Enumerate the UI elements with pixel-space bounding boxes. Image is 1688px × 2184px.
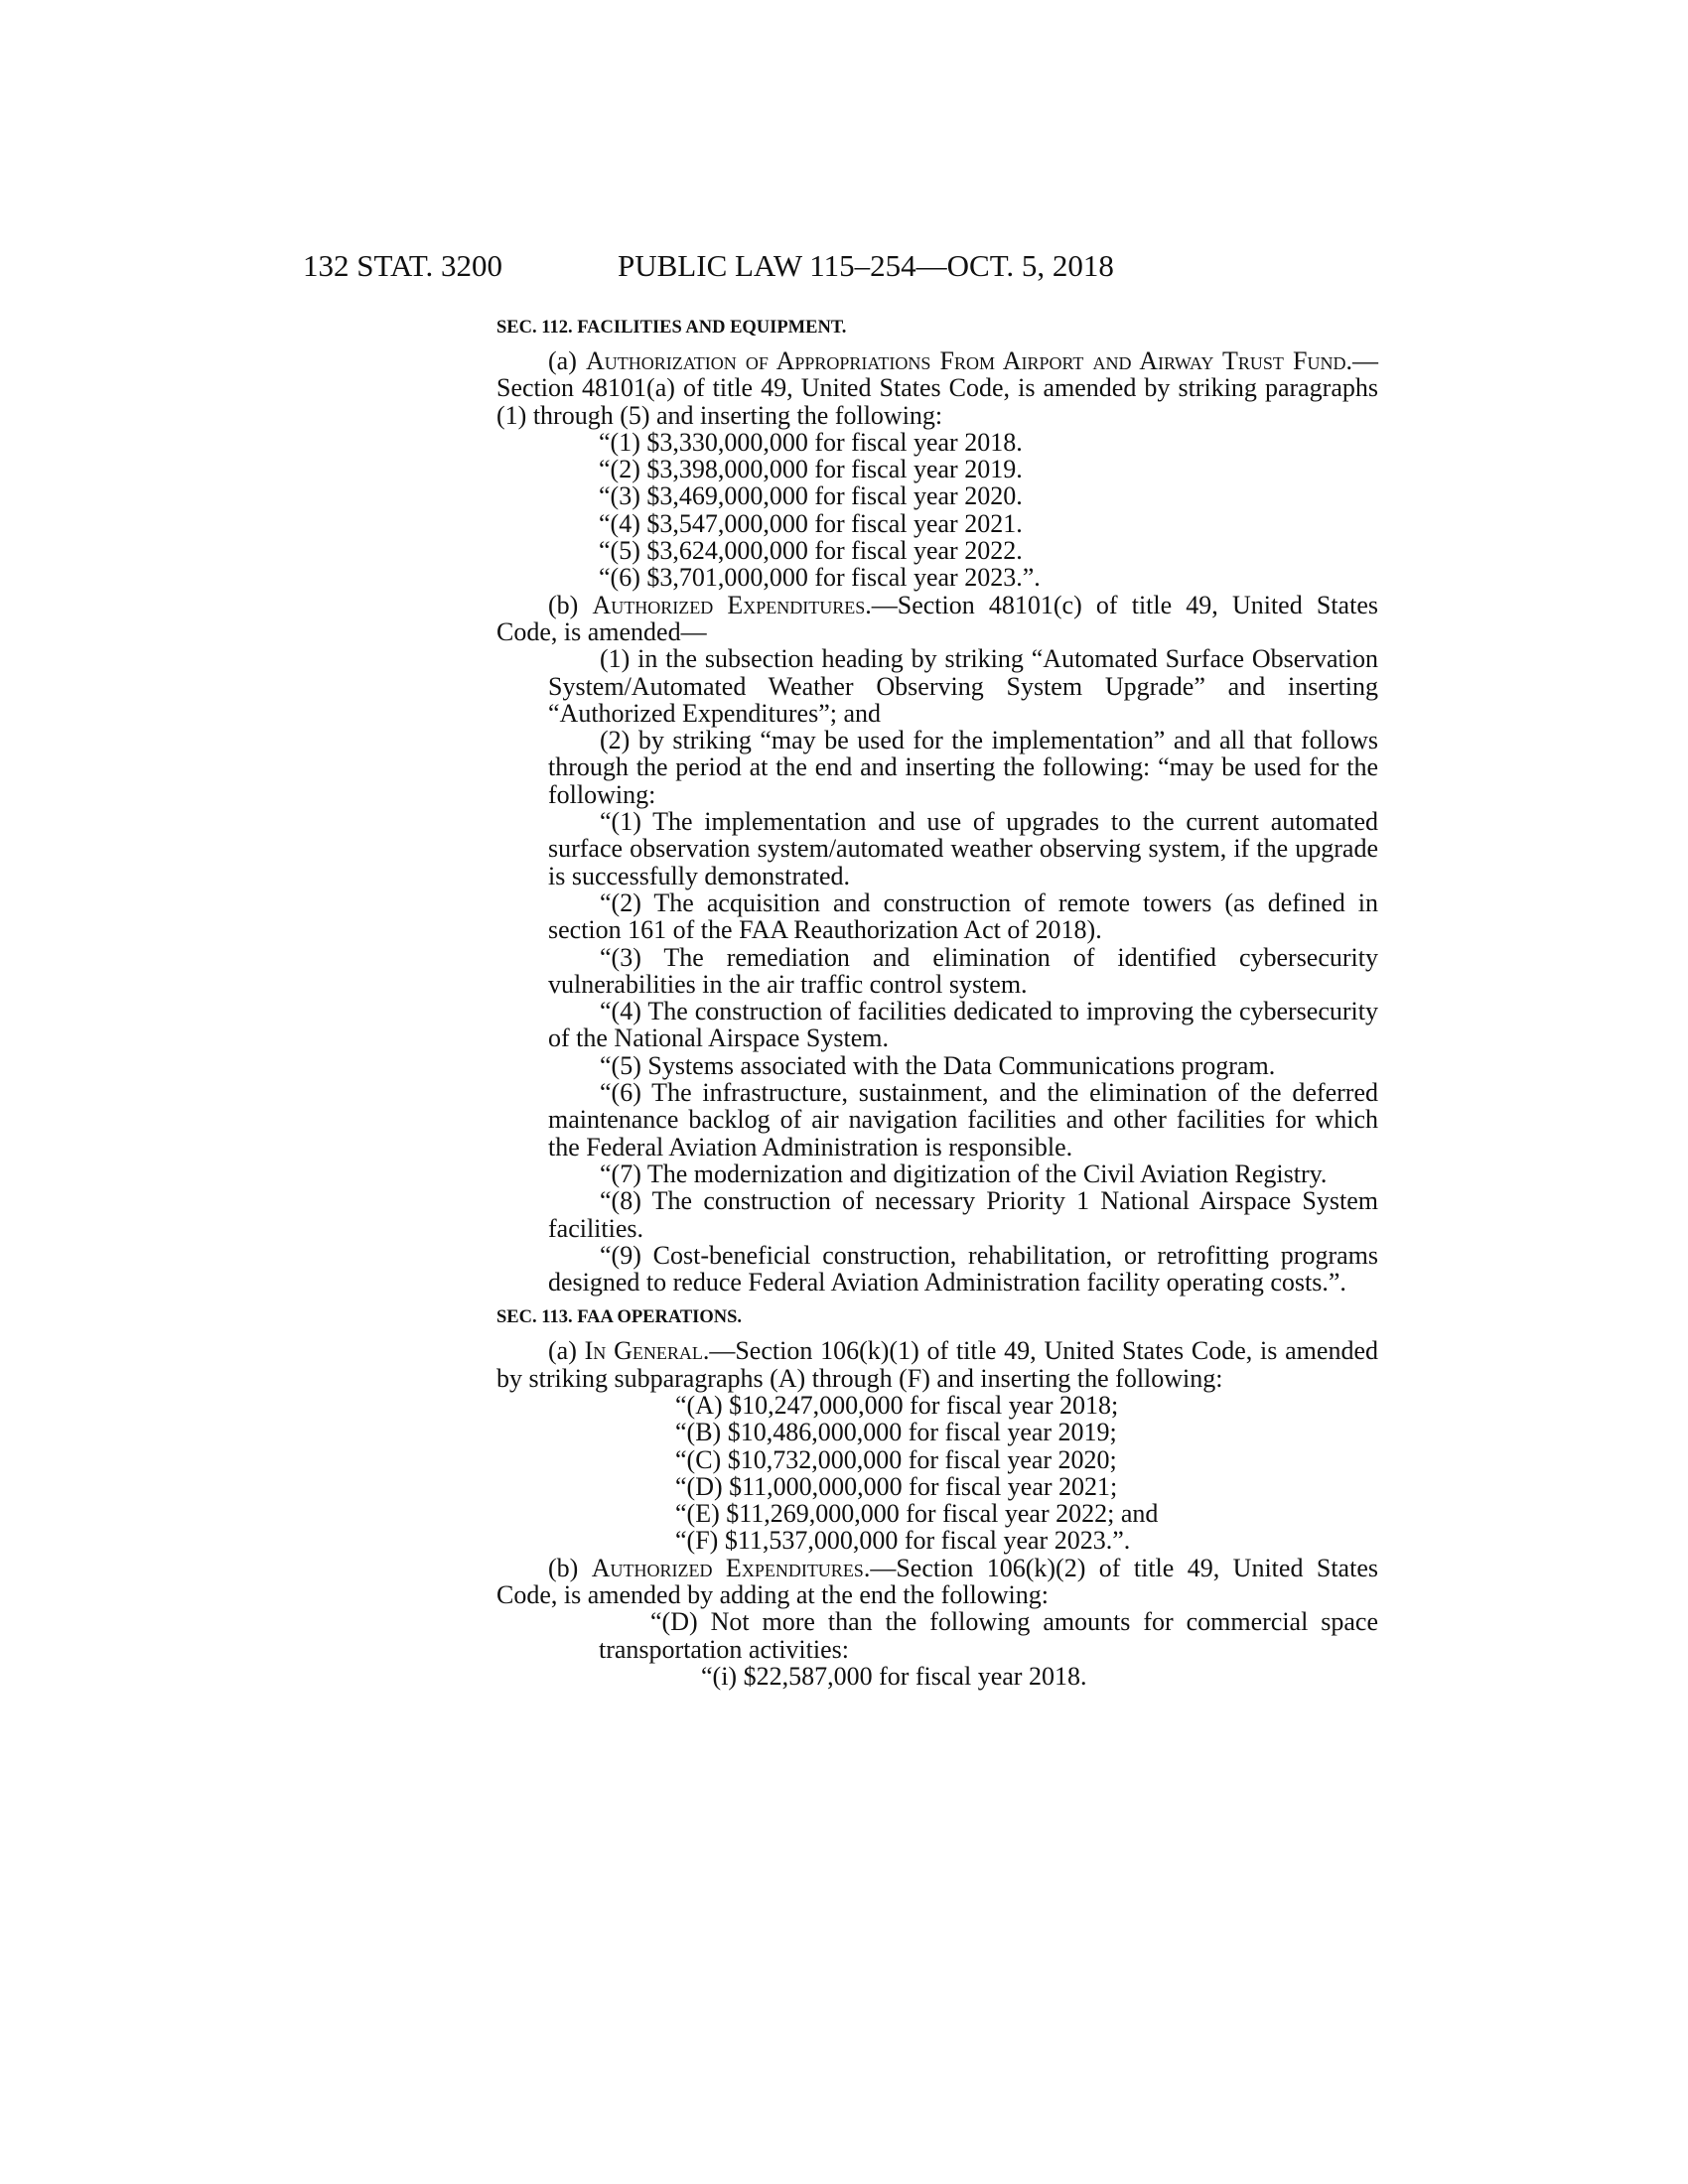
list-item: “(6) The infrastructure, sustainment, and the elimination of the deferred maintenance backlog of air navigation facilities and other facilities for which the Federal Aviation Administration is responsible. xyxy=(548,1078,1378,1161)
subsection-label: (a) xyxy=(548,1336,585,1366)
subsection-caption: Authorized Expenditures. xyxy=(592,590,872,619)
list-item: (2) by striking “may be used for the implementation” and all that follows through the period at the end and inserting the following: “may be used for the following: xyxy=(548,726,1378,809)
subsection-caption: Authorized Expenditures. xyxy=(591,1553,871,1582)
list-item: “(2) The acquisition and construction of remote towers (as defined in section 161 of the FAA Reauthorization Act of 2018). xyxy=(548,887,1378,945)
list-item: “(7) The modernization and digitization of the Civil Aviation Registry. xyxy=(600,1159,1328,1188)
section-112-subsection-b xyxy=(496,592,1378,646)
list-item: “(9) Cost-beneficial construction, rehabilitation, or retrofitting programs designed to reduce Federal Aviation Administration facility operating costs.”. xyxy=(548,1240,1378,1297)
list-item: (1) in the subsection heading by striking “Automated Surface Observation System/Automated Weather Observing System Upgrade” and inserting “Authorized Expenditures”; and xyxy=(548,644,1378,728)
list-item: “(3) The remediation and elimination of identified cybersecurity vulnerabilities in the air traffic control system. xyxy=(548,942,1378,999)
subsection-text: —Section 48101(a) of title 49, United States Code, is amended by striking paragraphs (1) through (5) and inserting the following: xyxy=(496,346,1379,430)
subsection-caption: In General. xyxy=(584,1336,710,1366)
list-item: “(D) Not more than the following amounts for commercial space transportation activities: xyxy=(599,1607,1378,1664)
subsection-caption: Authorization of Appropriations From Airport and Airway Trust Fund. xyxy=(586,346,1353,375)
list-item: “(1) The implementation and use of upgrades to the current automated surface observation system/automated weather observing system, if the upgrade is successfully demonstrated. xyxy=(548,807,1378,890)
subsection-label: (a) xyxy=(548,346,586,375)
subsection-text: —Section 48101(c) of title 49, United States Code, is amended— xyxy=(496,590,1378,646)
statute-page-number: 132 STAT. 3200 xyxy=(303,248,503,283)
section-113-subsection-a xyxy=(496,1337,1378,1392)
list-item: “(2) $3,398,000,000 for fiscal year 2019. xyxy=(599,455,1023,484)
section-112-amount-list xyxy=(496,429,1378,592)
list-item: “(A) $10,247,000,000 for fiscal year 2018; xyxy=(675,1390,1119,1420)
list-item: “(5) $3,624,000,000 for fiscal year 2022. xyxy=(599,536,1023,566)
section-112-authorized-uses xyxy=(496,808,1378,1296)
document-body xyxy=(496,316,1378,1690)
list-item: “(1) $3,330,000,000 for fiscal year 2018. xyxy=(599,427,1023,457)
list-item: “(5) Systems associated with the Data Communications program. xyxy=(600,1050,1276,1080)
list-item: “(6) $3,701,000,000 for fiscal year 2023.”. xyxy=(599,563,1041,593)
list-item: “(F) $11,537,000,000 for fiscal year 2023.”. xyxy=(675,1526,1131,1556)
section-113-amount-list xyxy=(496,1392,1378,1555)
section-113-heading: SEC. 113. FAA OPERATIONS. xyxy=(496,1307,743,1328)
list-item: “(i) $22,587,000 for fiscal year 2018. xyxy=(701,1661,1087,1691)
subsection-label: (b) xyxy=(548,590,593,619)
section-113-subsection-b xyxy=(496,1555,1378,1609)
list-item: “(8) The construction of necessary Priority 1 National Airspace System facilities. xyxy=(548,1186,1378,1243)
subsection-text: —Section 106(k)(2) of title 49, United States Code, is amended by adding at the end the following: xyxy=(496,1553,1378,1610)
page-header xyxy=(303,246,1216,286)
list-item: “(4) The construction of facilities dedicated to improving the cybersecurity of the National Airspace System. xyxy=(548,997,1378,1053)
public-law-running-head: PUBLIC LAW 115–254—OCT. 5, 2018 xyxy=(618,248,1114,283)
list-item: “(4) $3,547,000,000 for fiscal year 2021. xyxy=(599,508,1023,538)
list-item: “(E) $11,269,000,000 for fiscal year 2022; and xyxy=(675,1499,1159,1529)
list-item: “(D) $11,000,000,000 for fiscal year 2021; xyxy=(675,1471,1118,1501)
section-112-heading: SEC. 112. FACILITIES AND EQUIPMENT. xyxy=(496,318,847,338)
subsection-text: —Section 106(k)(1) of title 49, United States Code, is amended by striking subparagraphs (A) through (F) and inserting the following: xyxy=(496,1336,1378,1393)
list-item: “(B) $10,486,000,000 for fiscal year 2019; xyxy=(675,1418,1117,1447)
section-112-subsection-a xyxy=(496,347,1378,429)
list-item: “(C) $10,732,000,000 for fiscal year 2020; xyxy=(675,1444,1117,1474)
subsection-label: (b) xyxy=(548,1553,592,1582)
list-item: “(3) $3,469,000,000 for fiscal year 2020. xyxy=(599,481,1023,511)
